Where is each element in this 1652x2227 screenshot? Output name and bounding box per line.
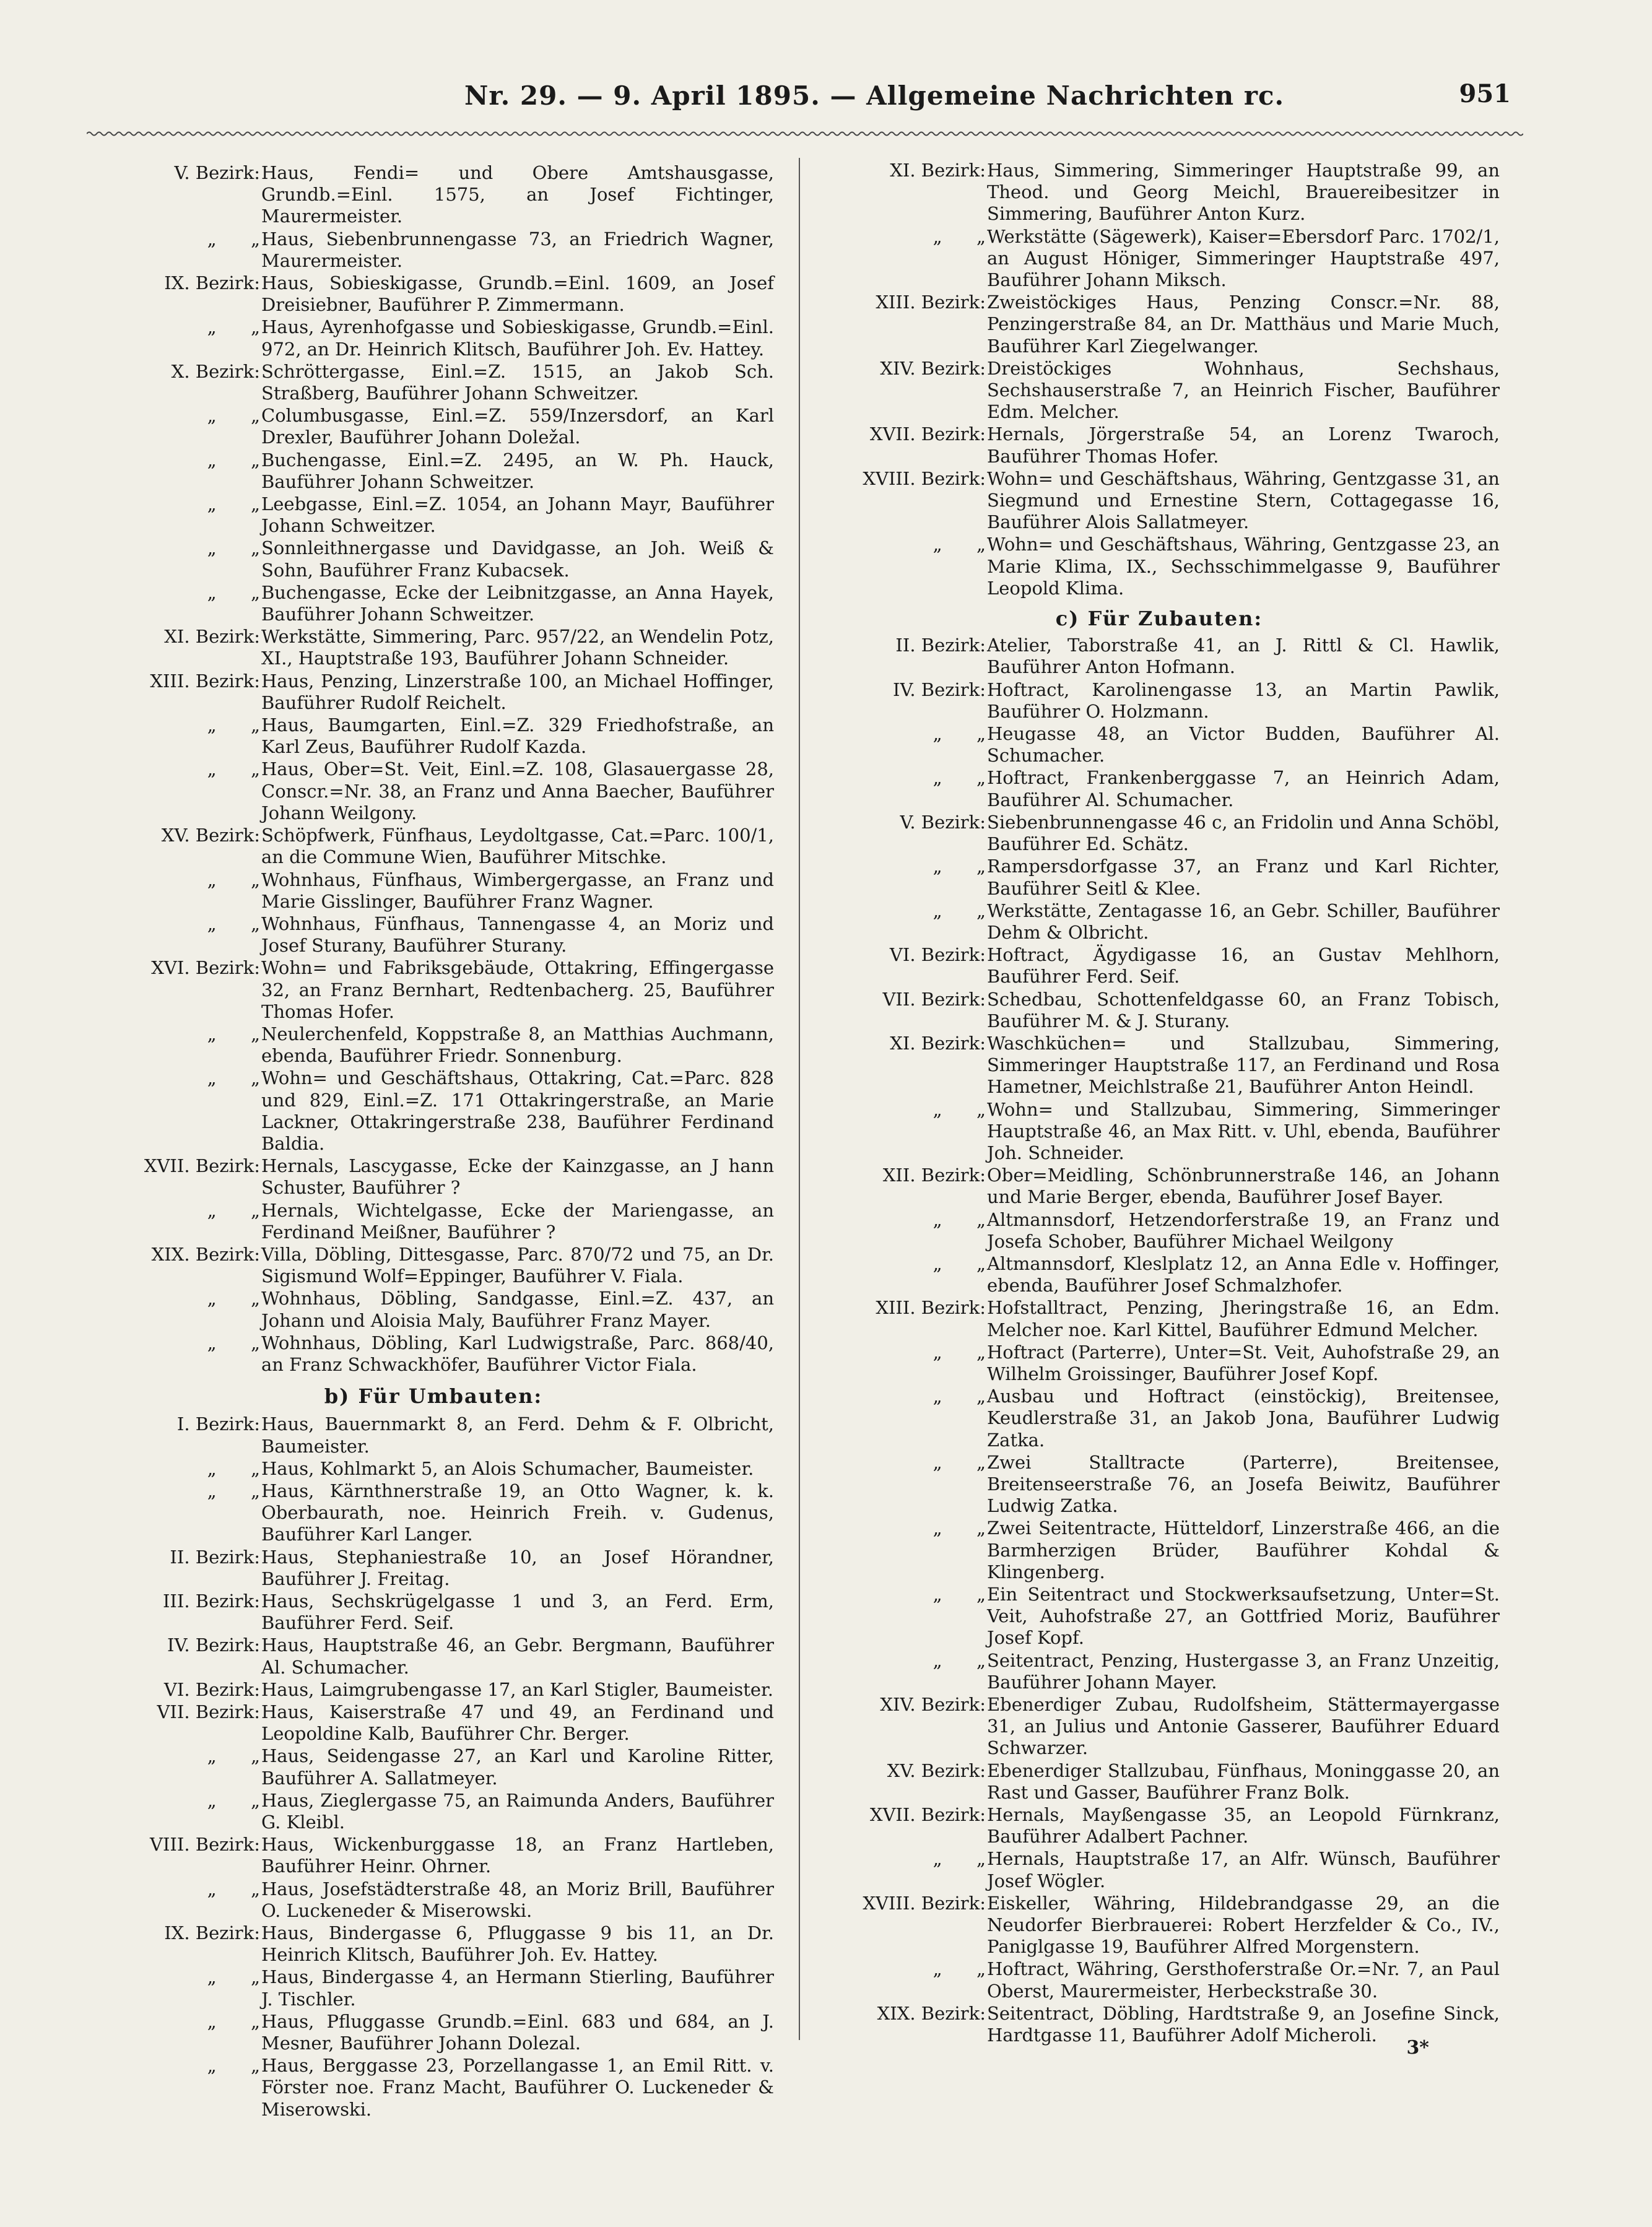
list-item	[819, 423, 1500, 467]
issue-title: Nr. 29. — 9. April 1895. — Allgemeine Nachrichten rc.	[464, 80, 1285, 111]
list-item	[819, 812, 1500, 855]
entry-text: Haus, Kohlmarkt 5, an Alois Schumacher, Baumeister.	[261, 1457, 754, 1479]
entry-text: Wohn= und Geschäftshaus, Währing, Gentzgasse 23, an Marie Klima, IX., Sechsschimmelgasse 9, Bauführer Leopold Klima.	[987, 534, 1500, 599]
district-label: „ „	[933, 1584, 986, 1605]
entry-text: Haus, Baumgarten, Einl.=Z. 329 Friedhofstraße, an Karl Zeus, Bauführer Rudolf Kazda.	[261, 714, 774, 758]
list-item	[93, 1244, 774, 1287]
page-number: 951	[1459, 79, 1511, 108]
entry-text: Hofstalltract, Penzing, Jheringstraße 16, an Edm. Melcher noe. Karl Kittel, Bauführer Edmund Melcher.	[987, 1297, 1500, 1340]
entry-text: Sonnleithnergasse und Davidgasse, an Joh. Weiß & Sohn, Bauführer Franz Kubacsek.	[261, 537, 774, 581]
district-label: „ „	[933, 767, 986, 789]
entry-text: Haus, Sobieskigasse, Grundb.=Einl. 1609, an Josef Dreisiebner, Bauführer P. Zimmermann.	[261, 272, 774, 316]
entry-text: Haus, Laimgrubengasse 17, an Karl Stigler, Baumeister.	[261, 1678, 773, 1700]
district-label: „ „	[207, 1966, 260, 1988]
entry-text: Haus, Ayrenhofgasse und Sobieskigasse, Grundb.=Einl. 972, an Dr. Heinrich Klitsch, Bauführer Joh. Ev. Hattey.	[261, 316, 774, 360]
list-item	[93, 493, 774, 537]
district-label: „ „	[933, 1341, 986, 1363]
entry-text: Werkstätte, Simmering, Parc. 957/22, an Wendelin Potz, XI., Hauptstraße 193, Bauführer Johann Schneider.	[261, 626, 774, 669]
signature-mark: 3*	[1406, 2037, 1429, 2059]
district-label: „ „	[207, 1457, 260, 1479]
list-item	[93, 869, 774, 913]
district-label: XVII. Bezirk:	[869, 1804, 986, 1826]
list-item	[93, 1155, 774, 1199]
entry-text: Zweistöckiges Haus, Penzing Conscr.=Nr. 88, Penzingerstraße 84, an Dr. Matthäus und Marie Much, Bauführer Karl Ziegelwanger.	[987, 292, 1500, 357]
entry-text: Ober=Meidling, Schönbrunnerstraße 146, an Johann und Marie Berger, ebenda, Bauführer Josef Bayer.	[987, 1165, 1500, 1208]
entry-text: Hoftract, Karolinengasse 13, an Martin Pawlik, Bauführer O. Holzmann.	[987, 679, 1500, 722]
list-item	[819, 2003, 1500, 2046]
district-label: IX. Bezirk:	[164, 1922, 260, 1944]
district-label: „ „	[207, 581, 260, 603]
district-label: „ „	[207, 1023, 260, 1044]
district-label: XVII. Bezirk:	[869, 423, 986, 445]
list-item	[93, 1679, 774, 1701]
district-label: „ „	[207, 714, 260, 736]
list-item	[93, 758, 774, 824]
list-item	[93, 825, 774, 868]
district-label: XII. Bezirk:	[882, 1165, 986, 1186]
list-item	[93, 1634, 774, 1678]
list-item	[819, 1893, 1500, 1958]
entry-text: Werkstätte, Zentagasse 16, an Gebr. Schiller, Bauführer Dehm & Olbricht.	[987, 900, 1500, 943]
district-label: XVIII. Bezirk:	[863, 1892, 986, 1914]
entry-text: Wohn= und Stallzubau, Simmering, Simmeringer Hauptstraße 46, an Max Ritt. v. Uhl, ebenda, Bauführer Joh. Schneider.	[987, 1098, 1500, 1163]
right-entries	[819, 160, 1500, 599]
list-item	[93, 1834, 774, 1877]
list-item	[93, 1200, 774, 1243]
entry-text: Hoftract, Ägydigasse 16, an Gustav Mehlhorn, Bauführer Ferd. Seif.	[987, 944, 1500, 988]
district-label: „ „	[207, 1199, 260, 1221]
district-label: „ „	[207, 449, 260, 471]
district-label: „ „	[933, 1386, 986, 1407]
district-label: „ „	[933, 723, 986, 745]
list-item	[819, 468, 1500, 534]
entry-text: Waschküchen= und Stallzubau, Simmering, Simmeringer Hauptstraße 117, an Ferdinand und Rosa Hametner, Meichlstraße 21, Bauführer Anton Heindl.	[987, 1032, 1500, 1098]
list-item	[93, 1288, 774, 1331]
list-item	[819, 1694, 1500, 1760]
entry-text: Haus, Zieglergasse 75, an Raimunda Anders, Bauführer G. Kleibl.	[261, 1789, 774, 1833]
list-item	[93, 361, 774, 404]
district-label: „ „	[207, 869, 260, 890]
left-entries	[93, 162, 774, 1376]
entry-text: Wohnhaus, Döbling, Sandgasse, Einl.=Z. 437, an Johann und Aloisia Maly, Bauführer Franz Mayer.	[261, 1288, 774, 1331]
entry-text: Hoftract, Frankenberggasse 7, an Heinrich Adam, Bauführer Al. Schumacher.	[987, 767, 1500, 810]
entry-text: Hernals, Wichtelgasse, Ecke der Mariengasse, an Ferdinand Meißner, Bauführer ?	[261, 1199, 774, 1243]
column-divider	[799, 158, 800, 2040]
entry-text: Wohn= und Fabriksgebäude, Ottakring, Effingergasse 32, an Franz Bernhart, Redtenbacherg. 25, Bauführer Thomas Hofer.	[261, 957, 774, 1022]
entry-text: Seitentract, Döbling, Hardtstraße 9, an Josefine Sinck, Hardtgasse 11, Bauführer Adolf Micheroli.	[987, 2002, 1500, 2046]
entry-text: Columbusgasse, Einl.=Z. 559/Inzersdorf, an Karl Drexler, Bauführer Johann Doležal.	[261, 405, 774, 448]
list-item	[819, 292, 1500, 357]
list-item	[819, 679, 1500, 723]
district-label: XIII. Bezirk:	[876, 292, 986, 313]
list-item	[819, 1584, 1500, 1649]
list-item	[93, 1023, 774, 1067]
list-item	[93, 1332, 774, 1376]
district-label: VII. Bezirk:	[882, 988, 986, 1010]
district-label: XI. Bezirk:	[890, 1032, 986, 1054]
entry-text: Ein Seitentract und Stockwerksaufsetzung, Unter=St. Veit, Auhofstraße 27, an Gottfried Moriz, Bauführer Josef Kopf.	[987, 1584, 1500, 1649]
district-label: „ „	[933, 1209, 986, 1230]
list-item	[93, 1922, 774, 1966]
list-item	[819, 534, 1500, 599]
list-item	[93, 1878, 774, 1922]
list-item	[819, 1848, 1500, 1891]
section-c-heading: c) Für Zubauten:	[1055, 607, 1263, 631]
district-label: „ „	[933, 1252, 986, 1274]
district-label: „ „	[207, 1332, 260, 1353]
list-item	[819, 1342, 1500, 1385]
district-label: „ „	[933, 1517, 986, 1539]
district-label: XV. Bezirk:	[887, 1760, 986, 1781]
district-label: „ „	[207, 1789, 260, 1811]
district-label: VII. Bezirk:	[157, 1701, 260, 1723]
list-item	[93, 228, 774, 272]
entry-text: Altmannsdorf, Hetzendorferstraße 19, an Franz und Josefa Schober, Bauführer Michael Weilgony	[987, 1209, 1500, 1252]
district-label: XIV. Bezirk:	[880, 357, 986, 379]
list-item	[93, 1067, 774, 1155]
district-label: „ „	[933, 534, 986, 555]
entry-text: Schedbau, Schottenfeldgasse 60, an Franz Tobisch, Bauführer M. & J. Sturany.	[987, 988, 1500, 1031]
district-label: V. Bezirk:	[174, 162, 260, 183]
right-column	[819, 160, 1500, 2047]
district-label: IV. Bezirk:	[893, 679, 986, 700]
district-label: VI. Bezirk:	[889, 944, 986, 966]
list-item	[819, 1452, 1500, 1517]
list-item	[819, 856, 1500, 899]
entry-text: Siebenbrunnengasse 46 c, an Fridolin und Anna Schöbl, Bauführer Ed. Schätz.	[987, 811, 1500, 855]
entry-text: Haus, Seidengasse 27, an Karl und Karoline Ritter, Bauführer A. Sallatmeyer.	[261, 1745, 774, 1789]
entry-text: Villa, Döbling, Dittesgasse, Parc. 870/72 und 75, an Dr. Sigismund Wolf=Eppinger, Bauführer V. Fiala.	[261, 1243, 774, 1287]
entry-text: Altmannsdorf, Kleslplatz 12, an Anna Edle v. Hoffinger, ebenda, Bauführer Josef Schmalzhofer.	[987, 1252, 1500, 1296]
district-label: „ „	[933, 1451, 986, 1473]
list-item	[819, 635, 1500, 678]
district-label: I. Bezirk:	[176, 1413, 260, 1435]
entry-text: Atelier, Taborstraße 41, an J. Rittl & Cl. Hawlik, Bauführer Anton Hofmann.	[987, 635, 1500, 678]
entry-text: Schröttergasse, Einl.=Z. 1515, an Jakob Sch. Straßberg, Bauführer Johann Schweitzer.	[261, 360, 774, 404]
district-label: XV. Bezirk:	[161, 825, 260, 846]
entry-text: Hernals, Lascygasse, Ecke der Kainzgasse, an J hann Schuster, Bauführer ?	[261, 1155, 774, 1199]
district-label: VI. Bezirk:	[163, 1678, 260, 1700]
district-label: II. Bezirk:	[170, 1546, 260, 1568]
entry-text: Haus, Siebenbrunnengasse 73, an Friedrich Wagner, Maurermeister.	[261, 228, 774, 271]
district-label: II. Bezirk:	[895, 635, 986, 656]
entry-text: Wohnhaus, Fünfhaus, Wimbergergasse, an Franz und Marie Gisslinger, Bauführer Franz Wagner.	[261, 869, 774, 912]
district-label: IV. Bezirk:	[167, 1634, 260, 1656]
list-item	[819, 1297, 1500, 1340]
district-label: XVIII. Bezirk:	[863, 467, 986, 489]
entry-text: Seitentract, Penzing, Hustergasse 3, an Franz Unzeitig, Bauführer Johann Mayer.	[987, 1649, 1500, 1693]
section-b-entries	[93, 1413, 774, 2121]
list-item	[819, 900, 1500, 944]
list-item	[93, 582, 774, 625]
list-item	[93, 671, 774, 714]
entry-text: Hoftract, Währing, Gersthoferstraße Or.=Nr. 7, an Paul Oberst, Maurermeister, Herbeckstraße 30.	[987, 1958, 1500, 2002]
list-item	[819, 989, 1500, 1032]
list-item	[93, 272, 774, 316]
list-item	[93, 714, 774, 758]
entry-text: Heugasse 48, an Victor Budden, Bauführer Al. Schumacher.	[987, 723, 1500, 766]
entry-text: Haus, Kaiserstraße 47 und 49, an Ferdinand und Leopoldine Kalb, Bauführer Chr. Berger.	[261, 1701, 774, 1745]
district-label: III. Bezirk:	[162, 1591, 260, 1612]
entry-text: Schöpfwerk, Fünfhaus, Leydoltgasse, Cat.=Parc. 100/1, an die Commune Wien, Bauführer Mitschke.	[261, 825, 774, 868]
district-label: „ „	[207, 1480, 260, 1501]
header-wavy-rule	[87, 130, 1523, 137]
district-label: „ „	[207, 1878, 260, 1899]
district-label: V. Bezirk:	[900, 811, 986, 833]
list-item	[93, 1458, 774, 1480]
list-item	[93, 1591, 774, 1634]
district-label: „ „	[207, 1288, 260, 1309]
entry-text: Neulerchenfeld, Koppstraße 8, an Matthias Auchmann, ebenda, Bauführer Friedr. Sonnenburg.	[261, 1023, 774, 1067]
district-label: „ „	[207, 2055, 260, 2077]
district-label: „ „	[933, 1848, 986, 1870]
list-item	[93, 405, 774, 448]
district-label: XI. Bezirk:	[890, 160, 986, 181]
list-item	[819, 1804, 1500, 1847]
entry-text: Haus, Fendi= und Obere Amtshausgasse, Grundb.=Einl. 1575, an Josef Fichtinger, Maurermeister.	[261, 162, 774, 227]
district-label: X. Bezirk:	[171, 360, 260, 382]
entry-text: Hernals, Hauptstraße 17, an Alfr. Wünsch, Bauführer Josef Wögler.	[987, 1848, 1500, 1891]
entry-text: Werkstätte (Sägewerk), Kaiser=Ebersdorf Parc. 1702/1, an August Höniger, Simmeringer Hauptstraße 497, Bauführer Johann Miksch.	[987, 225, 1500, 291]
district-label: „ „	[933, 900, 986, 921]
list-item	[93, 1966, 774, 2010]
district-label: „ „	[207, 913, 260, 934]
district-label: „ „	[207, 405, 260, 427]
entry-text: Haus, Kärnthnerstraße 19, an Otto Wagner, k. k. Oberbaurath, noe. Heinrich Freih. v. Gudenus, Bauführer Karl Langer.	[261, 1480, 774, 1545]
list-item	[93, 626, 774, 669]
district-label: XVI. Bezirk:	[151, 957, 260, 979]
section-b-heading: b) Für Umbauten:	[324, 1384, 543, 1409]
entry-text: Rampersdorfgasse 37, an Franz und Karl Richter, Bauführer Seitl & Klee.	[987, 856, 1500, 899]
list-item	[93, 913, 774, 957]
entry-text: Haus, Berggasse 23, Porzellangasse 1, an Emil Ritt. v. Förster noe. Franz Macht, Bauführer O. Luckeneder & Miserowski.	[261, 2055, 774, 2120]
entry-text: Eiskeller, Währing, Hildebrandgasse 29, an die Neudorfer Bierbrauerei: Robert Herzfelder & Co., IV., Paniglgasse 19, Bauführer Alfred Morgenstern.	[987, 1892, 1500, 1958]
list-item	[819, 944, 1500, 988]
entry-text: Leebgasse, Einl.=Z. 1054, an Johann Mayr, Bauführer Johann Schweitzer.	[261, 493, 774, 537]
entry-text: Buchengasse, Einl.=Z. 2495, an W. Ph. Hauck, Bauführer Johann Schweitzer.	[261, 449, 774, 492]
entry-text: Ausbau und Hoftract (einstöckig), Breitensee, Keudlerstraße 31, an Jakob Jona, Bauführer Ludwig Zatka.	[987, 1386, 1500, 1451]
entry-text: Ebenerdiger Zubau, Rudolfsheim, Stättermayergasse 31, an Julius und Antonie Gasserer, Bauführer Eduard Schwarzer.	[987, 1694, 1500, 1759]
list-item	[819, 1386, 1500, 1451]
district-label: „ „	[207, 2010, 260, 2032]
entry-text: Zwei Stalltracte (Parterre), Breitensee, Breitenseerstraße 76, an Josefa Beiwitz, Bauführer Ludwig Zatka.	[987, 1451, 1500, 1517]
entry-text: Haus, Bindergasse 4, an Hermann Stierling, Bauführer J. Tischler.	[261, 1966, 774, 2010]
district-label: „ „	[207, 316, 260, 338]
list-item	[819, 1650, 1500, 1693]
list-item	[93, 2011, 774, 2054]
district-label: XVII. Bezirk:	[144, 1155, 260, 1177]
list-item	[819, 226, 1500, 292]
district-label: XIV. Bezirk:	[880, 1694, 986, 1716]
district-label: „ „	[933, 856, 986, 877]
list-item	[93, 1745, 774, 1789]
list-item	[93, 1480, 774, 1546]
list-item	[93, 1790, 774, 1833]
list-item	[819, 1165, 1500, 1208]
entry-text: Haus, Simmering, Simmeringer Hauptstraße 99, an Theod. und Georg Meichl, Brauereibesitzer in Simmering, Bauführer Anton Kurz.	[987, 160, 1500, 225]
list-item	[819, 1760, 1500, 1804]
entry-text: Wohn= und Geschäftshaus, Ottakring, Cat.=Parc. 828 und 829, Einl.=Z. 171 Ottakringerstraße, an Marie Lackner, Ottakringerstraße 238, Bauführer Ferdinand Baldia.	[261, 1067, 774, 1154]
entry-text: Wohnhaus, Fünfhaus, Tannengasse 4, an Moriz und Josef Sturany, Bauführer Sturany.	[261, 913, 774, 957]
entry-text: Haus, Penzing, Linzerstraße 100, an Michael Hoffinger, Bauführer Rudolf Reichelt.	[261, 670, 774, 713]
list-item	[819, 1033, 1500, 1098]
list-item	[819, 1517, 1500, 1583]
entry-text: Haus, Stephaniestraße 10, an Josef Hörandner, Bauführer J. Freitag.	[261, 1546, 774, 1589]
entry-text: Haus, Sechskrügelgasse 1 und 3, an Ferd. Erm, Bauführer Ferd. Seif.	[261, 1591, 774, 1634]
entry-text: Wohnhaus, Döbling, Karl Ludwigstraße, Parc. 868/40, an Franz Schwackhöfer, Bauführer Victor Fiala.	[261, 1332, 774, 1375]
entry-text: Haus, Pfluggasse Grundb.=Einl. 683 und 684, an J. Mesner, Bauführer Johann Dolezal.	[261, 2010, 774, 2054]
district-label: „ „	[207, 1745, 260, 1767]
entry-text: Dreistöckiges Wohnhaus, Sechshaus, Sechshauserstraße 7, an Heinrich Fischer, Bauführer Edm. Melcher.	[987, 357, 1500, 423]
list-item	[819, 1253, 1500, 1296]
entry-text: Zwei Seitentracte, Hütteldorf, Linzerstraße 466, an die Barmherzigen Brüder, Bauführer Kohdal & Klingenberg.	[987, 1517, 1500, 1582]
list-item	[819, 1209, 1500, 1252]
entry-text: Buchengasse, Ecke der Leibnitzgasse, an Anna Hayek, Bauführer Johann Schweitzer.	[261, 581, 774, 625]
list-item	[93, 316, 774, 360]
list-item	[819, 358, 1500, 423]
district-label: IX. Bezirk:	[164, 272, 260, 294]
list-item	[93, 1413, 774, 1457]
entry-text: Haus, Bauernmarkt 8, an Ferd. Dehm & F. Olbricht, Baumeister.	[261, 1413, 774, 1457]
entry-text: Hoftract (Parterre), Unter=St. Veit, Auhofstraße 29, an Wilhelm Groissinger, Bauführer Josef Kopf.	[987, 1341, 1500, 1384]
entry-text: Haus, Wickenburggasse 18, an Franz Hartleben, Bauführer Heinr. Ohrner.	[261, 1834, 774, 1877]
district-label: „ „	[933, 225, 986, 247]
list-item	[819, 1958, 1500, 2002]
list-item	[819, 767, 1500, 810]
entry-text: Hernals, Jörgerstraße 54, an Lorenz Twaroch, Bauführer Thomas Hofer.	[987, 423, 1500, 467]
entry-text: Haus, Josefstädterstraße 48, an Moriz Brill, Bauführer O. Luckeneder & Miserowski.	[261, 1878, 774, 1921]
entry-text: Hernals, Mayßengasse 35, an Leopold Fürnkranz, Bauführer Adalbert Pachner.	[987, 1804, 1500, 1847]
district-label: „ „	[207, 537, 260, 559]
district-label: „ „	[207, 228, 260, 250]
district-label: „ „	[207, 1067, 260, 1089]
page-header	[87, 73, 1523, 129]
list-item	[93, 449, 774, 493]
list-item	[93, 957, 774, 1023]
district-label: VIII. Bezirk:	[150, 1834, 260, 1856]
district-label: XIII. Bezirk:	[150, 670, 260, 692]
district-label: XIII. Bezirk:	[876, 1297, 986, 1319]
district-label: XIX. Bezirk:	[151, 1243, 260, 1265]
district-label: „ „	[933, 1958, 986, 1980]
district-label: XI. Bezirk:	[164, 626, 260, 648]
list-item	[819, 1099, 1500, 1165]
entry-text: Haus, Bindergasse 6, Pfluggasse 9 bis 11, an Dr. Heinrich Klitsch, Bauführer Joh. Ev. Hattey.	[261, 1922, 774, 1966]
district-label: „ „	[207, 493, 260, 515]
section-c-entries	[819, 635, 1500, 2046]
district-label: „ „	[933, 1649, 986, 1671]
list-item	[93, 1701, 774, 1745]
list-item	[819, 160, 1500, 225]
district-label: XIX. Bezirk:	[877, 2002, 986, 2024]
district-label: „ „	[933, 1098, 986, 1120]
entry-text: Haus, Hauptstraße 46, an Gebr. Bergmann, Bauführer Al. Schumacher.	[261, 1634, 774, 1678]
left-column	[93, 162, 774, 2121]
entry-text: Haus, Ober=St. Veit, Einl.=Z. 108, Glasauergasse 28, Conscr.=Nr. 38, an Franz und Anna Baecher, Bauführer Johann Weilgony.	[261, 758, 774, 823]
list-item	[93, 162, 774, 228]
list-item	[93, 2055, 774, 2121]
entry-text: Ebenerdiger Stallzubau, Fünfhaus, Moninggasse 20, an Rast und Gasser, Bauführer Franz Bolk.	[987, 1760, 1500, 1803]
list-item	[93, 537, 774, 581]
list-item	[819, 723, 1500, 766]
entry-text: Wohn= und Geschäftshaus, Währing, Gentzgasse 31, an Siegmund und Ernestine Stern, Cottagegasse 16, Bauführer Alois Sallatmeyer.	[987, 467, 1500, 533]
list-item	[93, 1547, 774, 1590]
district-label: „ „	[207, 758, 260, 780]
